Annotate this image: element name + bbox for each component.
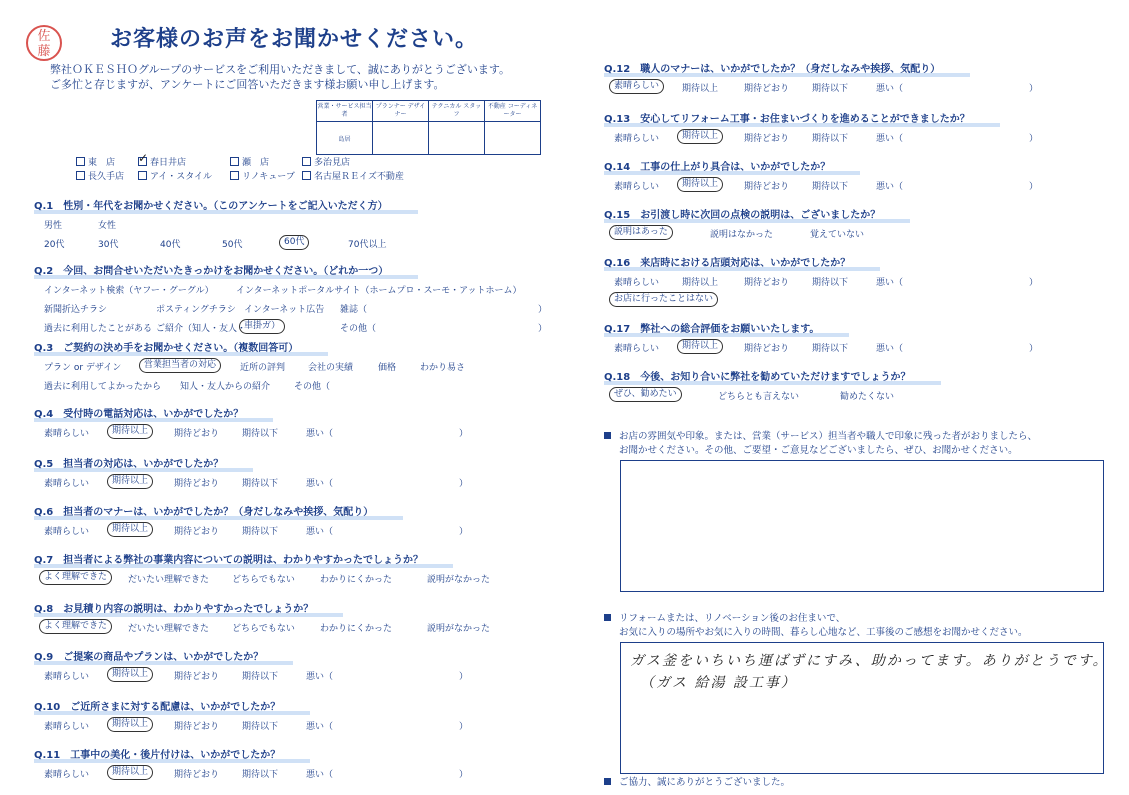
question-title: Q.6 担当者のマナーは、いかがでしたか？（身だしなみや挨拶、気配り）	[34, 503, 373, 518]
answer-option[interactable]: 素晴らしい	[44, 722, 90, 732]
answer-option[interactable]: その他（ ）	[340, 324, 548, 334]
question-title: Q.17 弊社への総合評価をお願いいたします。	[604, 320, 819, 335]
question-block	[604, 158, 1039, 192]
question-block	[34, 455, 469, 489]
store-label: 名古屋ＲＥイズ不動産	[314, 172, 404, 182]
answer-option[interactable]: 素晴らしい	[614, 182, 660, 192]
question-title: Q.14 工事の仕上がり具合は、いかがでしたか？	[604, 158, 830, 173]
store-option[interactable]	[302, 156, 412, 170]
question-title: Q.18 今後、お知り合いに弊社を勧めていただけますでしょうか？	[604, 368, 911, 383]
answer-option[interactable]: 期待どおり	[744, 182, 790, 192]
answer-option-selected[interactable]: 期待以上	[107, 765, 153, 780]
answer-option[interactable]: 期待どおり	[174, 672, 220, 682]
answer-option[interactable]: 期待以下	[812, 84, 849, 94]
question-block	[604, 60, 1039, 94]
question-title: Q.10 ご近所さまに対する配慮は、いかがでしたか？	[34, 698, 280, 713]
staff-table	[316, 100, 541, 155]
answer-option[interactable]: 女性	[98, 221, 117, 231]
question-block	[34, 746, 469, 780]
answer-option[interactable]: その他（	[294, 382, 331, 392]
question-block	[34, 262, 548, 334]
answer-option[interactable]: 素晴らしい	[44, 770, 90, 780]
store-option[interactable]	[230, 170, 302, 184]
answer-options	[604, 341, 1039, 354]
question-block	[604, 254, 1039, 307]
answer-option[interactable]: 期待以下	[242, 770, 279, 780]
answer-option[interactable]: だいたい理解できた	[128, 575, 210, 585]
store-option[interactable]	[138, 170, 230, 184]
answer-options	[34, 218, 388, 231]
store-checkboxes	[76, 156, 432, 184]
answer-option[interactable]: 悪い（ ）	[306, 672, 469, 682]
page-title: お客様のお声をお聞かせください。	[110, 27, 479, 52]
answer-option[interactable]: どちらとも言えない	[718, 392, 800, 402]
answer-option[interactable]: 説明がなかった	[427, 624, 491, 634]
question-block	[34, 648, 469, 682]
answer-option[interactable]: 悪い（ ）	[876, 84, 1039, 94]
answer-option[interactable]: 素晴らしい	[44, 672, 90, 682]
staff-value[interactable]	[485, 122, 541, 155]
answer-option[interactable]: 期待どおり	[744, 84, 790, 94]
answer-options	[604, 81, 1039, 94]
question-title: Q.2 今回、お問合せいただいたきっかけをお聞かせください。（どれか一つ）	[34, 262, 388, 277]
answer-option-selected[interactable]: 説明はあった	[609, 225, 673, 240]
answer-option[interactable]: 期待以下	[812, 344, 849, 354]
question-block	[604, 368, 911, 402]
answer-option[interactable]: 期待どおり	[174, 722, 220, 732]
question-title: Q.9 ご提案の商品やプランは、いかがでしたか？	[34, 648, 263, 663]
checkbox-icon[interactable]	[76, 157, 85, 166]
question-block	[34, 600, 491, 634]
answer-option[interactable]: 近所の評判	[240, 363, 286, 373]
question-block	[34, 405, 469, 439]
answer-option-selected[interactable]: 期待以上	[677, 129, 723, 144]
answer-option[interactable]: 悪い（ ）	[876, 134, 1039, 144]
answer-option[interactable]: わかり易さ	[420, 363, 466, 373]
answer-options	[34, 476, 469, 489]
store-label: 春日井店	[150, 158, 187, 168]
question-title: Q.15 お引渡し時に次回の点検の説明は、ございましたか？	[604, 206, 880, 221]
answer-option[interactable]: わかりにくかった	[320, 624, 393, 634]
store-option[interactable]	[230, 156, 302, 170]
answer-option[interactable]: 覚えていない	[810, 230, 865, 240]
checkbox-icon[interactable]	[302, 157, 311, 166]
answer-option[interactable]: 20代	[44, 240, 65, 250]
answer-option[interactable]: 期待どおり	[744, 134, 790, 144]
staff-value[interactable]: 島居	[317, 122, 373, 155]
question-title: Q.4 受付時の電話対応は、いかがでしたか？	[34, 405, 243, 420]
answer-options	[34, 360, 466, 373]
answer-option[interactable]: 勧めたくない	[840, 392, 895, 402]
question-title: Q.12 職人のマナーは、いかがでしたか？（身だしなみや挨拶、気配り）	[604, 60, 940, 75]
answer-option[interactable]: ポスティングチラシ	[156, 305, 236, 315]
answer-option[interactable]: 30代	[98, 240, 119, 250]
answer-option[interactable]: インターネット広告	[244, 305, 325, 315]
answer-option[interactable]: 新聞折込チラシ	[44, 305, 108, 315]
answer-options	[34, 379, 331, 392]
answer-option[interactable]: 悪い（ ）	[306, 527, 469, 537]
answer-options	[34, 237, 388, 250]
footer-thanks: ご協力、誠にありがとうございました。	[604, 776, 790, 790]
intro-text: 弊社ＯＫＥＳＨＯグループのサービスをご利用いただきまして、誠にありがとうございます。 ご多忙と存じますが、アンケートにご回答いただきます様お願い申し上げます。	[50, 63, 511, 91]
answer-option[interactable]: どちらでもない	[232, 575, 295, 585]
question-title: Q.13 安心してリフォーム工事・お住まいづくりを進めることができましたか？	[604, 110, 970, 125]
answer-option[interactable]: 悪い（ ）	[876, 278, 1039, 288]
answer-option[interactable]: 期待以下	[242, 672, 279, 682]
answer-option-selected[interactable]: よく理解できた	[39, 619, 112, 634]
comment1-prompt: お店の雰囲気や印象。または、営業（サービス）担当者や職人で印象に残った者がおりましたら、 お聞かせください。その他、ご要望・ご意見などございましたら、ぜひ、お聞かせください。	[604, 430, 1037, 458]
answer-option[interactable]: 期待以下	[242, 479, 279, 489]
answer-option[interactable]: 悪い（ ）	[306, 770, 469, 780]
question-title: Q.7 担当者による弊社の事業内容についての説明は、わかりやすかったでしょうか？	[34, 551, 423, 566]
answer-option[interactable]: 素晴らしい	[44, 479, 90, 489]
answer-options	[604, 275, 1039, 288]
question-title: Q.11 工事中の美化・後片付けは、いかがでしたか？	[34, 746, 280, 761]
store-label: リノキューブ	[242, 172, 295, 182]
answer-options	[34, 426, 469, 439]
store-label: 長久手店	[88, 172, 125, 182]
comment2-answer-line: ガス釜をいちいち運ばずにすみ、助かってます。ありがとうです。	[630, 653, 1109, 669]
answer-option[interactable]: どちらでもない	[232, 624, 295, 634]
checkbox-icon[interactable]	[138, 171, 147, 180]
answer-options	[34, 524, 469, 537]
question-block	[34, 339, 466, 392]
answer-option[interactable]: 期待以下	[242, 527, 279, 537]
answer-option-selected[interactable]: 車掛ガ）	[239, 319, 285, 334]
answer-option[interactable]: 説明はなかった	[710, 230, 774, 240]
question-block	[604, 320, 1039, 354]
answer-option-selected[interactable]: 60代	[279, 235, 309, 250]
answer-option-selected[interactable]: 期待以上	[107, 424, 153, 439]
answer-options	[34, 719, 469, 732]
square-bullet-icon	[604, 432, 611, 439]
answer-option[interactable]: 期待どおり	[174, 527, 220, 537]
square-bullet-icon	[604, 614, 611, 621]
store-option[interactable]	[302, 170, 432, 184]
answer-option[interactable]: 期待どおり	[174, 770, 220, 780]
store-label: 瀬 店	[242, 158, 270, 168]
question-title: Q.8 お見積り内容の説明は、わかりやすかったでしょうか？	[34, 600, 313, 615]
answer-option[interactable]: プラン or デザイン	[44, 363, 122, 373]
square-bullet-icon	[604, 778, 611, 785]
store-option[interactable]	[76, 170, 138, 184]
answer-option[interactable]: 50代	[222, 240, 243, 250]
answer-options	[604, 131, 1039, 144]
question-block	[34, 551, 491, 585]
question-title: Q.1 性別・年代をお聞かせください。（このアンケートをご記入いただく方）	[34, 197, 388, 212]
answer-options	[604, 389, 911, 402]
checkbox-icon[interactable]	[302, 171, 311, 180]
answer-option[interactable]: 悪い（ ）	[306, 722, 469, 732]
answer-option[interactable]: 期待以下	[812, 134, 849, 144]
answer-option[interactable]: 素晴らしい	[44, 429, 90, 439]
seal-stamp: 佐 藤	[26, 25, 62, 61]
answer-option-selected[interactable]: 素晴らしい	[609, 79, 664, 94]
question-title: Q.5 担当者の対応は、いかがでしたか？	[34, 455, 223, 470]
question-block	[604, 110, 1039, 144]
answer-options	[34, 572, 491, 585]
answer-option[interactable]: 素晴らしい	[614, 344, 660, 354]
answer-option[interactable]: 悪い（ ）	[306, 429, 469, 439]
answer-option-selected[interactable]: 期待以上	[107, 474, 153, 489]
answer-option[interactable]: わかりにくかった	[320, 575, 393, 585]
checkbox-checked-icon[interactable]	[138, 157, 147, 166]
answer-option[interactable]: 70代以上	[348, 240, 387, 250]
answer-option-selected[interactable]: 期待以上	[107, 667, 153, 682]
staff-header: プランナー デザイナー	[373, 101, 429, 122]
answer-options	[34, 321, 548, 334]
answer-option-selected[interactable]: 期待以上	[677, 339, 723, 354]
answer-option[interactable]: 期待以下	[812, 278, 849, 288]
staff-value[interactable]	[373, 122, 429, 155]
answer-option-selected[interactable]: お店に行ったことはない	[609, 292, 718, 307]
answer-option[interactable]: 期待以下	[242, 429, 279, 439]
staff-header: 営業・サービス担当者	[317, 101, 373, 122]
checkbox-icon[interactable]	[230, 171, 239, 180]
answer-option-selected[interactable]: よく理解できた	[39, 570, 112, 585]
store-label: 東 店	[88, 158, 116, 168]
staff-header: 不動産 コーディネーター	[485, 101, 541, 122]
answer-option-selected[interactable]: 期待以上	[107, 522, 153, 537]
answer-options	[34, 767, 469, 780]
answer-options	[34, 302, 548, 315]
staff-header: テクニカル スタッフ	[429, 101, 485, 122]
answer-option[interactable]: 会社の実績	[308, 363, 354, 373]
store-label: 多治見店	[314, 158, 351, 168]
answer-option-selected[interactable]: 営業担当者の対応	[139, 358, 221, 373]
answer-option[interactable]: 40代	[160, 240, 181, 250]
answer-options	[604, 179, 1039, 192]
staff-value[interactable]	[429, 122, 485, 155]
store-option[interactable]	[76, 156, 138, 170]
checkbox-icon[interactable]	[230, 157, 239, 166]
answer-option[interactable]: 素晴らしい	[614, 278, 660, 288]
question-block	[604, 206, 880, 240]
answer-option[interactable]: インターネットポータルサイト（ホームプロ・スーモ・アットホーム）	[236, 286, 522, 296]
answer-option[interactable]: 素晴らしい	[44, 527, 90, 537]
answer-option[interactable]: 説明がなかった	[427, 575, 491, 585]
answer-option[interactable]: 期待どおり	[174, 429, 220, 439]
answer-option[interactable]: 男性	[44, 221, 63, 231]
answer-option[interactable]: 悪い（ ）	[306, 479, 469, 489]
answer-option[interactable]: 期待どおり	[744, 344, 790, 354]
store-label: アイ・スタイル	[150, 172, 213, 182]
comment2-prompt: リフォームまたは、リノベーション後のお住まいで、 お気に入りの場所やお気に入りの時間、暮らし心地など、工事後のご感想をお聞かせください。	[604, 612, 1028, 640]
question-block	[34, 197, 388, 250]
answer-option[interactable]: 期待以上	[682, 278, 719, 288]
answer-option[interactable]: 期待どおり	[744, 278, 790, 288]
question-title: Q.16 来店時における店頭対応は、いかがでしたか？	[604, 254, 850, 269]
comment2-answer-line: （ガス 給湯 設工事）	[640, 675, 797, 691]
comment1-box[interactable]	[620, 460, 1104, 592]
checkbox-icon[interactable]	[76, 171, 85, 180]
answer-option[interactable]: インターネット検索（ヤフー・グーグル）	[44, 286, 214, 296]
question-title: Q.3 ご契約の決め手をお聞かせください。（複数回答可）	[34, 339, 298, 354]
answer-option[interactable]: 悪い（ ）	[876, 344, 1039, 354]
answer-options	[604, 227, 880, 240]
answer-option[interactable]: 悪い（ ）	[876, 182, 1039, 192]
answer-option-selected[interactable]: 期待以上	[677, 177, 723, 192]
answer-option[interactable]: 過去に利用したことがある	[44, 324, 153, 334]
answer-option[interactable]: だいたい理解できた	[128, 624, 210, 634]
answer-option[interactable]: 期待以上	[682, 84, 719, 94]
question-block	[34, 698, 469, 732]
answer-option[interactable]: 期待以下	[812, 182, 849, 192]
answer-option-selected[interactable]: 期待以上	[107, 717, 153, 732]
answer-option[interactable]: 知人・友人からの紹介	[180, 382, 271, 392]
store-option[interactable]	[138, 156, 230, 170]
answer-options	[604, 294, 850, 307]
answer-option[interactable]: 期待以下	[242, 722, 279, 732]
answer-options	[34, 283, 522, 296]
answer-option[interactable]: 雑誌（ ）	[340, 305, 548, 315]
answer-options	[34, 669, 469, 682]
answer-option[interactable]: ご紹介（知人・友人・	[156, 324, 247, 334]
question-block	[34, 503, 469, 537]
answer-option[interactable]: 過去に利用してよかったから	[44, 382, 162, 392]
answer-option[interactable]: 素晴らしい	[614, 134, 660, 144]
answer-options	[34, 621, 491, 634]
answer-option[interactable]: 期待どおり	[174, 479, 220, 489]
answer-option[interactable]: 価格	[378, 363, 397, 373]
answer-option-selected[interactable]: ぜひ、勧めたい	[609, 387, 682, 402]
